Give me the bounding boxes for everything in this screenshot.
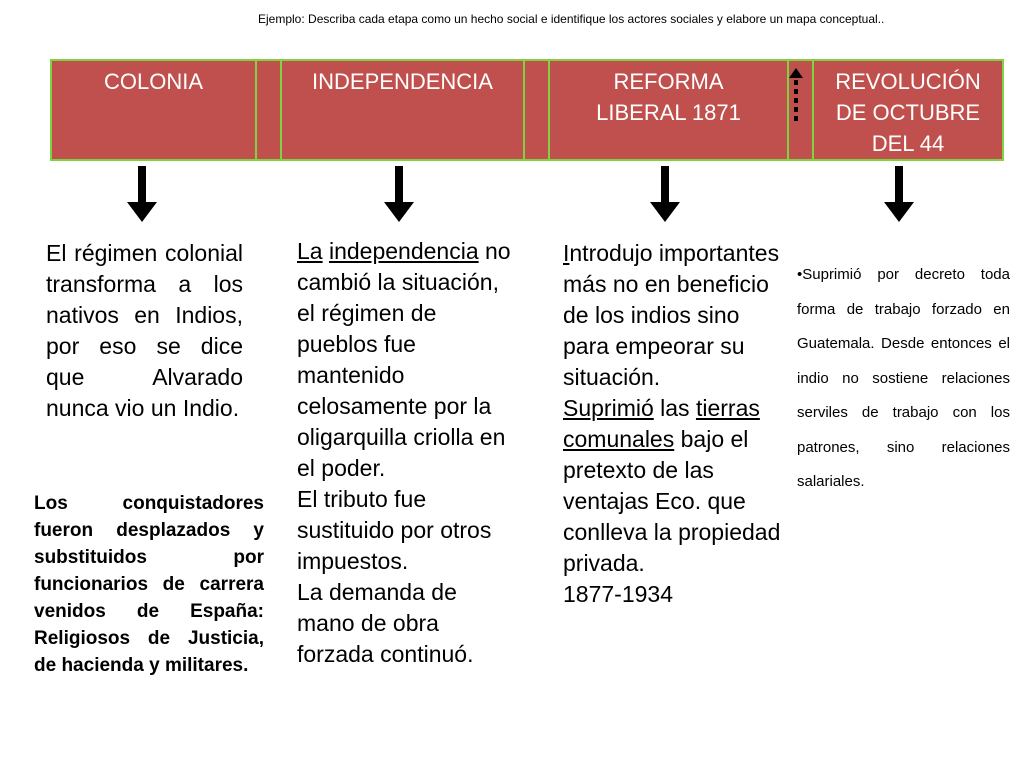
arrow-down-icon	[650, 166, 680, 224]
reforma-word-las: las	[660, 395, 690, 421]
stage-independencia	[280, 59, 525, 161]
reforma-word-comunales: comunales	[563, 426, 675, 452]
conquistadores-description: Los conquistadores fueron desplazados y substituidos por funcionarios de carrera venidos de España: Religiosos de Justicia, de hacienda y militares.	[34, 493, 264, 676]
timeline-gap-1	[255, 59, 282, 161]
instruction-text: Ejemplo: Describa cada etapa como un hecho social e identifique los actores sociales y elabore un mapa conceptual..	[258, 12, 885, 26]
stage-reforma	[548, 59, 789, 161]
independencia-word-independencia: independencia	[328, 238, 479, 264]
dashed-up-arrow-icon	[789, 68, 803, 124]
independencia-mano-obra: La demanda de mano de obra forzada continuó.	[297, 579, 474, 667]
reforma-text-p2: bajo el pretexto de las ventajas Eco. que conlleva la propiedad privada.	[563, 426, 781, 576]
arrow-down-icon	[384, 166, 414, 224]
reforma-years: 1877-1934	[563, 581, 673, 607]
reforma-word-suprimio: Suprimió	[563, 395, 654, 421]
stage-revolucion-label-1: REVOLUCIÓN	[835, 69, 981, 94]
independencia-word-la: La	[297, 238, 323, 264]
stage-revolucion-label-3: DEL 44	[871, 131, 945, 156]
stage-reforma-label-1: REFORMA	[613, 69, 724, 94]
reforma-word-tierras: tierras	[695, 395, 760, 421]
timeline	[50, 59, 1006, 161]
independencia-tributo: El tributo fue sustituido por otros impuestos.	[297, 486, 492, 574]
reforma-description	[563, 238, 781, 610]
stage-revolucion	[812, 59, 1004, 161]
colonia-description: El régimen colonial transforma a los nativos en Indios, por eso se dice que Alvarado nunca vio un Indio.	[46, 240, 243, 421]
revolucion-description: •Suprimió por decreto toda forma de trabajo forzado en Guatemala. Desde entonces el indio no sostiene relaciones serviles de trabajo con los patrones, sino relaciones salariales.	[797, 266, 1010, 490]
arrow-down-icon	[884, 166, 914, 224]
stage-reforma-label-2: LIBERAL 1871	[596, 100, 741, 125]
stage-revolucion-label-2: DE OCTUBRE	[835, 100, 981, 125]
reforma-text-p1: ntrodujo importantes más no en beneficio de los indios sino para empeorar su situación.	[563, 240, 780, 390]
stage-colonia	[50, 59, 257, 161]
independencia-description	[297, 236, 519, 670]
independencia-text-rest: no cambió la situación, el régimen de pueblos fue mantenido celosamente por la oligarquilla criolla en el poder.	[297, 238, 511, 481]
stage-colonia-label: COLONIA	[103, 69, 204, 94]
stage-independencia-label: INDEPENDENCIA	[312, 69, 493, 94]
arrow-down-icon	[127, 166, 157, 224]
timeline-gap-2	[523, 59, 550, 161]
reforma-first-letter: I	[563, 240, 570, 266]
